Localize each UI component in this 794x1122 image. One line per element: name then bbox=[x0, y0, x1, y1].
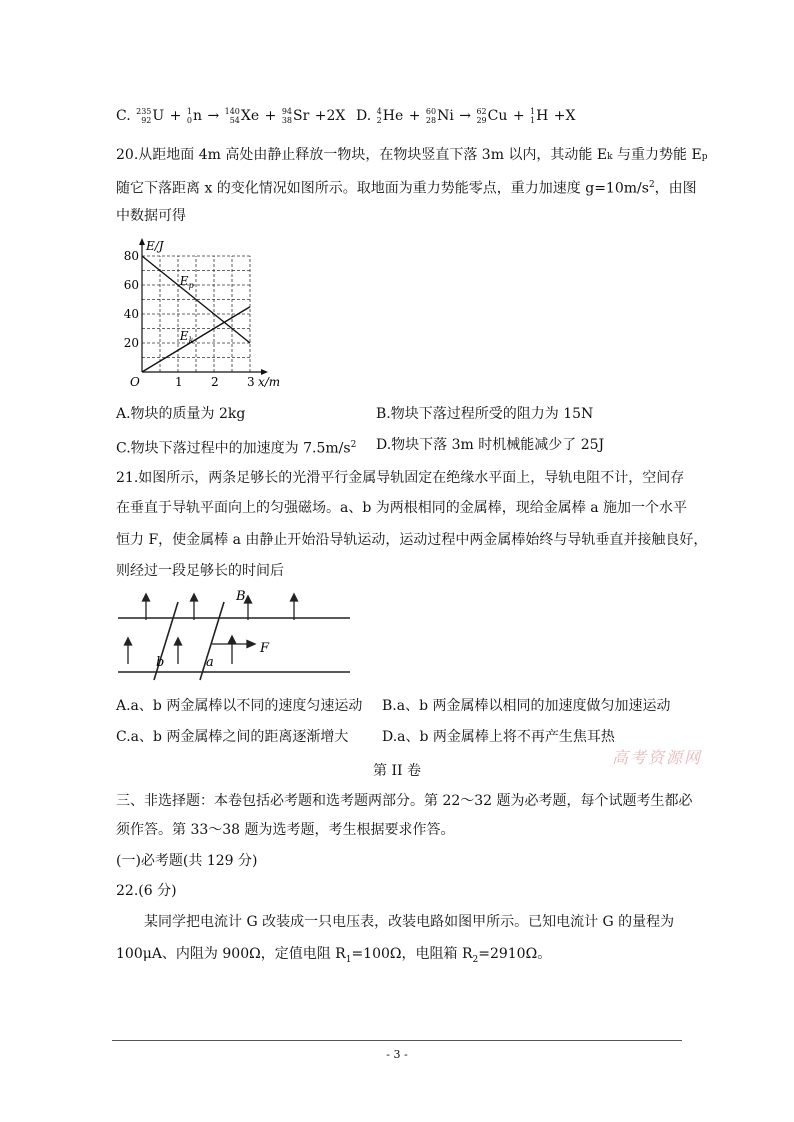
q22-head: 22.(6 分) bbox=[116, 883, 177, 899]
origin-label: O bbox=[130, 375, 140, 389]
q22-line1: 某同学把电流计 G 改装成一只电压表，改装电路如图甲所示。已知电流计 G 的量程为 bbox=[144, 914, 675, 930]
ek-label: $E_k$ bbox=[179, 329, 194, 346]
q20-stem-line1: 20.从距地面 4m 高处由静止释放一物块，在物块竖直下落 3m 以内，其动能 Ek 与重力势能 Ep bbox=[116, 147, 708, 163]
section-title: 第 II 卷 bbox=[373, 763, 421, 779]
nuclide: 1 0 n bbox=[186, 107, 202, 125]
q20-option-c: C.物块下落过程中的加速度为 $7.5m/s^2$ bbox=[116, 440, 357, 457]
y-tick-label: 20 bbox=[123, 336, 139, 350]
ep-label: $E_p$ bbox=[179, 274, 194, 290]
ek-subscript: k bbox=[188, 336, 194, 346]
option-letter: D. bbox=[356, 108, 372, 124]
part3-line1: 三、非选择题：本卷包括必考题和选考题两部分。第 22～32 题为必考题，每个试题考生都必 bbox=[116, 793, 693, 809]
chart-axes bbox=[139, 238, 268, 375]
q19-option-c: C. 235 92 U + 1 0 n → 140 54 Xe + 94 38 Sr +2X bbox=[116, 107, 346, 125]
nuclide: 4 2 He bbox=[376, 107, 404, 125]
y-tick-label: 60 bbox=[123, 278, 139, 292]
chart-grid bbox=[142, 256, 250, 372]
q21-stem-line4: 则经过一段足够长的时间后 bbox=[116, 563, 284, 579]
nuclide: 60 28 Ni bbox=[425, 107, 454, 125]
rails-figure bbox=[114, 586, 358, 686]
x-tick-label: 2 bbox=[211, 375, 219, 389]
nuclide: 1 1 H bbox=[530, 107, 549, 125]
q20-option-b: B.物块下落过程所受的阻力为 15N bbox=[376, 406, 594, 422]
y-axis-arrow-icon bbox=[139, 238, 145, 245]
b-label: B bbox=[236, 589, 246, 604]
y-tick-label: 80 bbox=[123, 249, 139, 263]
ep-subscript: p bbox=[188, 281, 194, 290]
q21-option-d: D.a、b 两金属棒上将不再产生焦耳热 bbox=[382, 729, 615, 745]
rod-b-label: b bbox=[156, 655, 165, 670]
nuclide: 235 92 U bbox=[136, 107, 165, 125]
nuclide: 62 29 Cu bbox=[476, 107, 508, 125]
q20-option-d: D.物块下落 3m 时机械能减少了 25J bbox=[376, 437, 605, 453]
energy-graph bbox=[112, 232, 292, 394]
q22-line2: 100μA、内阻为 900Ω，定值电阻 $R_1=100\Omega$，电阻箱 $R_2=2910\Omega$。 bbox=[116, 946, 552, 965]
q21-option-b: B.a、b 两金属棒以相同的加速度做匀加速运动 bbox=[382, 698, 671, 714]
q21-stem-line2: 在垂直于导轨平面向上的匀强磁场。a、b 为两根相同的金属棒，现给金属棒 a 施加一个水平 bbox=[116, 500, 688, 516]
nuclide: 140 54 Xe bbox=[224, 107, 260, 125]
part3-line2: 须作答。第 33～38 题为选考题，考生根据要求作答。 bbox=[116, 822, 455, 838]
x-tick-label: 3 bbox=[247, 375, 255, 389]
q20-option-a: A.物块的质量为 2kg bbox=[116, 406, 246, 422]
q21-stem-line1: 21.如图所示，两条足够长的光滑平行金属导轨固定在绝缘水平面上，导轨电阻不计，空间存 bbox=[116, 470, 685, 486]
rod-a-label: a bbox=[206, 655, 214, 670]
q21-option-a: A.a、b 两金属棒以不同的速度匀速运动 bbox=[116, 698, 363, 714]
option-letter: C. bbox=[116, 108, 131, 124]
q21-option-c: C.a、b 两金属棒之间的距离逐渐增大 bbox=[116, 729, 349, 745]
q19-option-d: D. 4 2 He + 60 28 Ni → 62 29 Cu + 1 1 H +X bbox=[356, 107, 576, 125]
b-field-arrows bbox=[125, 594, 298, 664]
q21-stem-line3: 恒力 F，使金属棒 a 由静止开始沿导轨运动，运动过程中两金属棒始终与导轨垂直并接触良好， bbox=[116, 532, 708, 548]
nuclide: 94 38 Sr bbox=[281, 107, 310, 125]
required-heading: (一)必考题(共 129 分) bbox=[116, 853, 258, 869]
x-tick-label: 1 bbox=[175, 375, 183, 389]
y-tick-label: 40 bbox=[123, 307, 139, 321]
q20-stem-line3: 中数据可得 bbox=[116, 208, 186, 224]
f-label: F bbox=[260, 641, 270, 656]
footer-rule bbox=[112, 1040, 682, 1041]
page-number: - 3 - bbox=[386, 1048, 408, 1061]
q20-stem-line2: 随它下落距离 x 的变化情况如图所示。取地面为重力势能零点，重力加速度 $g=10m/s^2$，由图 bbox=[116, 180, 697, 197]
x-axis-label: x/m bbox=[258, 375, 281, 389]
arrow-icon: → bbox=[459, 108, 476, 124]
watermark: 高考资源网 bbox=[612, 748, 703, 767]
arrow-icon: → bbox=[207, 108, 224, 124]
y-axis-label: E/J bbox=[146, 239, 164, 253]
